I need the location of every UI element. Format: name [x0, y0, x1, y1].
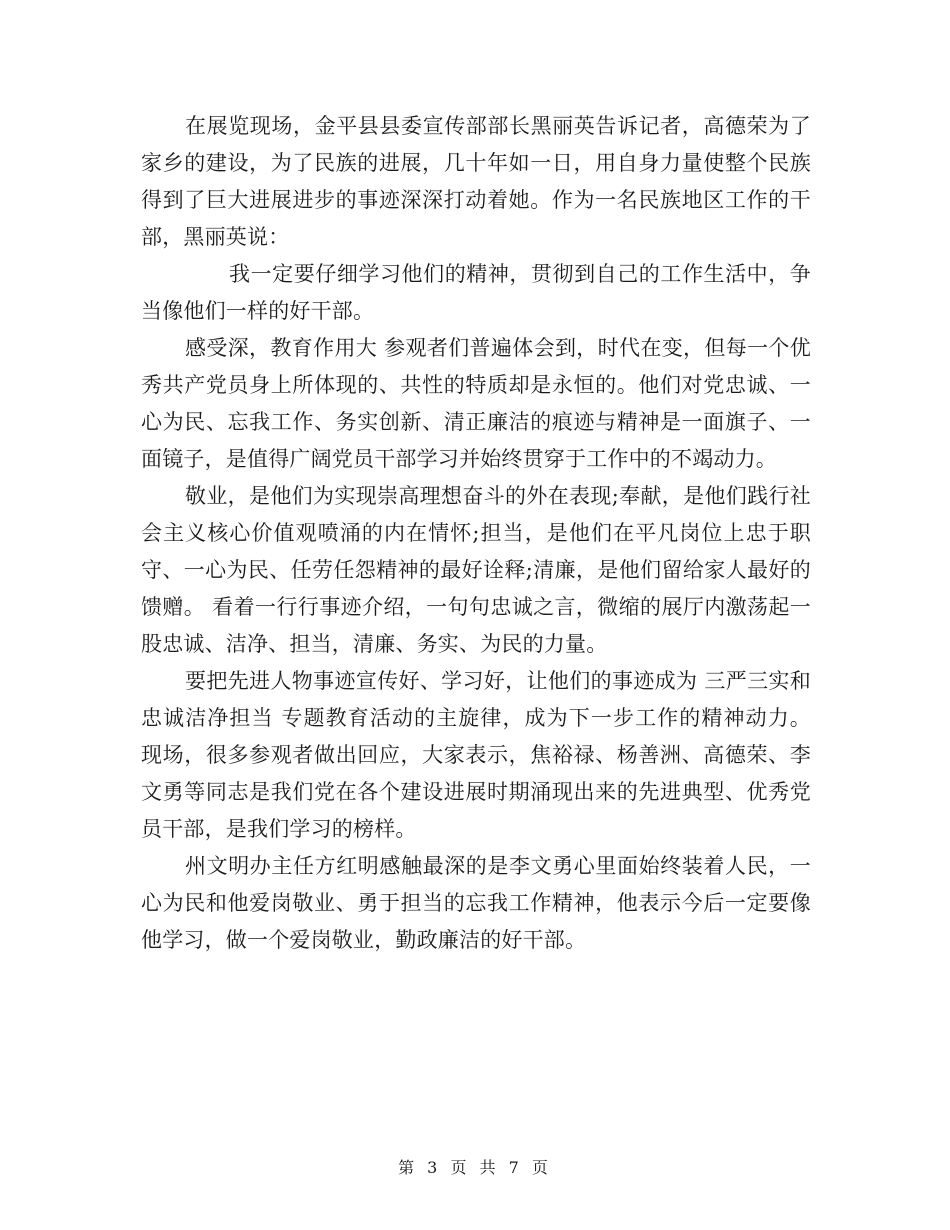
paragraph-promotion: 要把先进人物事迹宣传好、学习好，让他们的事迹成为 三严三实和 忠诚洁净担当 专题教育活动的主旋律，成为下一步工作的精神动力。 现场，很多参观者做出回应，大家表示，焦裕禄、杨善洲、高德荣、李文勇等同志是我们党在各个建设进展时期涌现出来的先进典型、优秀党员干部，是我们学习的榜样。 — [141, 669, 811, 841]
paragraph-civilization-office: 州文明办主任方红明感触最深的是李文勇心里面始终装着人民，一心为民和他爱岗敬业、勇于担当的忘我工作精神，他表示今后一定要像他学习，做一个爱岗敬业，勤政廉洁的好干部。 — [141, 854, 811, 952]
paragraph-deep-impression: 感受深，教育作用大 参观者们普遍体会到，时代在变，但每一个优秀共产党员身上所体现的、共性的特质却是永恒的。他们对党忠诚、一心为民、忘我工作、务实创新、清正廉洁的痕迹与精神是一面旗子、一面镜子，是值得广阔党员干部学习并始终贯穿于工作中的不竭动力。 — [141, 336, 811, 471]
paragraph-dedication: 敬业，是他们为实现崇高理想奋斗的外在表现;奉献，是他们践行社会主义核心价值观喷涌的内在情怀;担当，是他们在平凡岗位上忠于职守、一心为民、任劳任怨精神的最好诠释;清廉，是他们留给家人最好的馈赠。 看着一行行事迹介绍，一句句忠诚之言，微缩的展厅内激荡起一股忠诚、洁净、担当，清廉、务实、为民的力量。 — [141, 484, 811, 656]
paragraph-quote: 我一定要仔细学习他们的精神，贯彻到自己的工作生活中，争当像他们一样的好干部。 — [141, 262, 811, 323]
page-number-footer: 第 3 页 共 7 页 — [398, 1158, 552, 1177]
document-body — [141, 108, 811, 959]
paragraph-exhibition-scene: 在展览现场，金平县县委宣传部部长黑丽英告诉记者，高德荣为了家乡的建设，为了民族的进展，几十年如一日，用自身力量使整个民族得到了巨大进展进步的事迹深深打动着她。作为一名民族地区工作的干部，黑丽英说： — [141, 114, 811, 249]
